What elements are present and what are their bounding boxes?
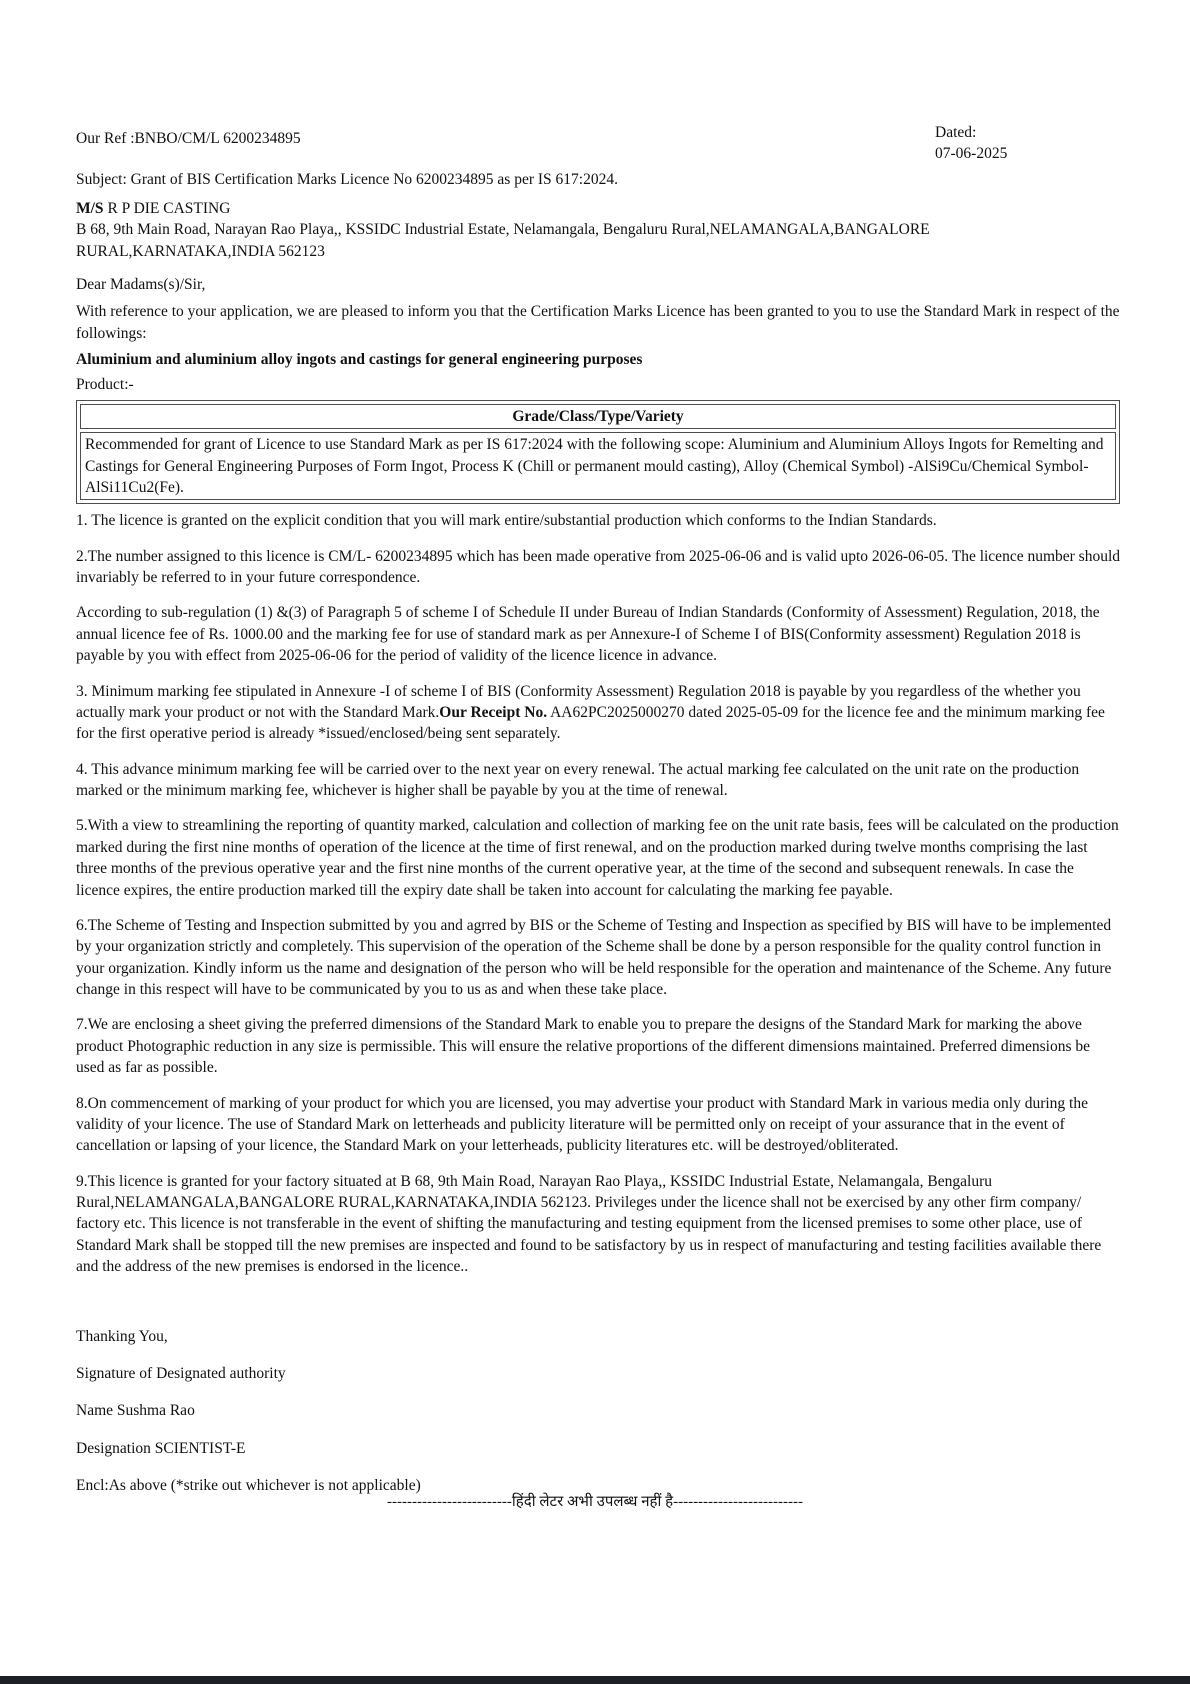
- signatory-name: Name Sushma Rao: [76, 1402, 195, 1420]
- product-label: Product:-: [76, 376, 134, 394]
- table-header-row: [80, 404, 1116, 429]
- clause-2: 2.The number assigned to this licence is CM/L- 6200234895 which has been made operative from 2025-06-06 and is valid upto 2026-06-05. The licence number should invariably be referred to in your future correspondence.: [76, 547, 1121, 586]
- dated-value: 07-06-2025: [935, 145, 1008, 163]
- dated-label: Dated:: [935, 124, 977, 141]
- clause-6: 6.The Scheme of Testing and Inspection submitted by you and agrred by BIS or the Scheme of Testing and Inspection as specified by BIS will have to be implemented by your organization strictly and completely. This supervision of the operation of the Scheme shall be done by a person responsible for the quality control function in your organization. Kindly inform us the name and designation of the person who will be held responsible for the operation and maintenance of the Scheme. Any future change in this respect will have to be communicated by you to us as and when these take place.: [76, 916, 1112, 998]
- clause-3-post: AA62PC2025000270 dated 2025-05-09 for the licence fee and the minimum marking fee for the first operative period is already *issued/enclosed/being sent separately.: [76, 703, 1105, 743]
- clause-8: 8.On commencement of marking of your product for which you are licensed, you may advertise your product with Standard Mark in various media only during the validity of your licence. The use of Standard Mark on letterheads and publicity literature will be permitted only on receipt of your assurance that in the event of cancellation or lapsing of your licence, the Standard Mark on your letterheads, publicity literatures etc. will be destroyed/obliterated.: [76, 1094, 1088, 1155]
- table-body-cell: Recommended for grant of Licence to use Standard Mark as per IS 617:2024 with the following scope: Aluminium and Aluminium Alloys Ingots for Remelting and Castings for General Engineering Purposes of Form Ingot, Process K (Chill or permanent mould casting), Alloy (Chemical Symbol) -AlSi9Cu/Chemical Symbol-AlSi11Cu2(Fe).: [80, 432, 1116, 500]
- grade-class-table: [76, 400, 1120, 505]
- table-header-cell: Grade/Class/Type/Variety: [80, 404, 1116, 429]
- clause-3-receipt-label: Our Receipt No.: [439, 703, 548, 721]
- table-body-row: [80, 432, 1116, 500]
- hindi-availability-note: -------------------------हिंदी लेटर अभी उपलब्ध नहीं है--------------------------: [387, 1494, 803, 1510]
- dated-block: [935, 122, 1007, 165]
- clause-9: 9.This licence is granted for your factory situated at B 68, 9th Main Road, Narayan Rao Playa,, KSSIDC Industrial Estate, Nelamangala, Bengaluru Rural,NELAMANGALA,BANGALORE RURAL,KARNATAKA,INDIA 562123. Privileges under the licence shall not be exercised by any other firm company/ factory etc. This licence is not transferable in the event of shifting the manufacturing and testing equipment from the licensed premises to some other place, use of Standard Mark shall be stopped till the new premises are inspected and found to be satisfactory by us in respect of manufacturing and testing facilities available there and the address of the new premises is endorsed in the licence..: [76, 1172, 1102, 1276]
- intro-paragraph: With reference to your application, we are pleased to inform you that the Certification Marks Licence has been granted to you to use the Standard Mark in respect of the followings:: [76, 303, 1120, 342]
- product-title: Aluminium and aluminium alloy ingots and castings for general engineering purposes: [76, 351, 643, 368]
- clause-5: 5.With a view to streamlining the reporting of quantity marked, calculation and collection of marking fee on the unit rate basis, fees will be calculated on the production marked during the first nine months of operation of the licence at the time of first renewal, and on the production marked during twelve months comprising the last three months of the previous operative year and the first nine months of the current operative year, at the time of the second and subsequent renewals. In case the licence expires, the entire production marked till the expiry date shall be taken into account for calculating the marking fee payable.: [76, 817, 1119, 899]
- addressee-line: [76, 198, 1120, 219]
- our-ref: Our Ref :BNBO/CM/L 6200234895: [76, 130, 301, 147]
- closing-line: Thanking You,: [76, 1327, 168, 1345]
- clause-1: 1. The licence is granted on the explicit condition that you will mark entire/substantial production which conforms to the Indian Standards.: [76, 512, 937, 530]
- clause-7: 7.We are enclosing a sheet giving the preferred dimensions of the Standard Mark to enable you to prepare the designs of the Standard Mark for marking the above product Photographic reduction in any size is permissible. This will ensure the relative proportions of the different dimensions maintained. Preferred dimensions be used as far as possible.: [76, 1016, 1091, 1077]
- signatory-designation: Designation SCIENTIST-E: [76, 1439, 246, 1457]
- addressee-address: B 68, 9th Main Road, Narayan Rao Playa,, KSSIDC Industrial Estate, Nelamangala, Bengaluru Rural,NELAMANGALA,BANGALORE RURAL,KARNATAKA,INDIA 562123: [76, 221, 930, 260]
- addressee-name: R P DIE CASTING: [107, 199, 231, 217]
- addressee-prefix: M/S: [76, 199, 104, 217]
- clause-3-pre: 3. Minimum marking fee stipulated in Annexure -I of scheme I of BIS (Conformity Assessment) Regulation 2018 is payable by you regardless of the whether you actually mark your product or not with the Standard Mark.: [76, 682, 1081, 721]
- bottom-bar: [0, 1676, 1190, 1684]
- clause-4: 4. This advance minimum marking fee will be carried over to the next year on every renewal. The actual marking fee calculated on the unit rate on the production marked or the minimum marking fee, whichever is higher shall be payable by you at the time of renewal.: [76, 760, 1080, 799]
- clause-3: [76, 681, 1120, 745]
- enclosure-line: Encl:As above (*strike out whichever is not applicable): [76, 1477, 421, 1494]
- salutation: Dear Madams(s)/Sir,: [76, 275, 206, 293]
- signature-authority-line: Signature of Designated authority: [76, 1364, 286, 1382]
- subject-line: Subject: Grant of BIS Certification Marks Licence No 6200234895 as per IS 617:2024.: [76, 171, 618, 189]
- clause-2b: According to sub-regulation (1) &(3) of Paragraph 5 of scheme I of Schedule II under Bureau of Indian Standards (Conformity of Assessment) Regulation, 2018, the annual licence fee of Rs. 1000.00 and the marking fee for use of standard mark as per Annexure-I of Scheme I of BIS(Conformity assessment) Regulation 2018 is payable by you with effect from 2025-06-06 for the period of validity of the licence licence in advance.: [76, 604, 1100, 665]
